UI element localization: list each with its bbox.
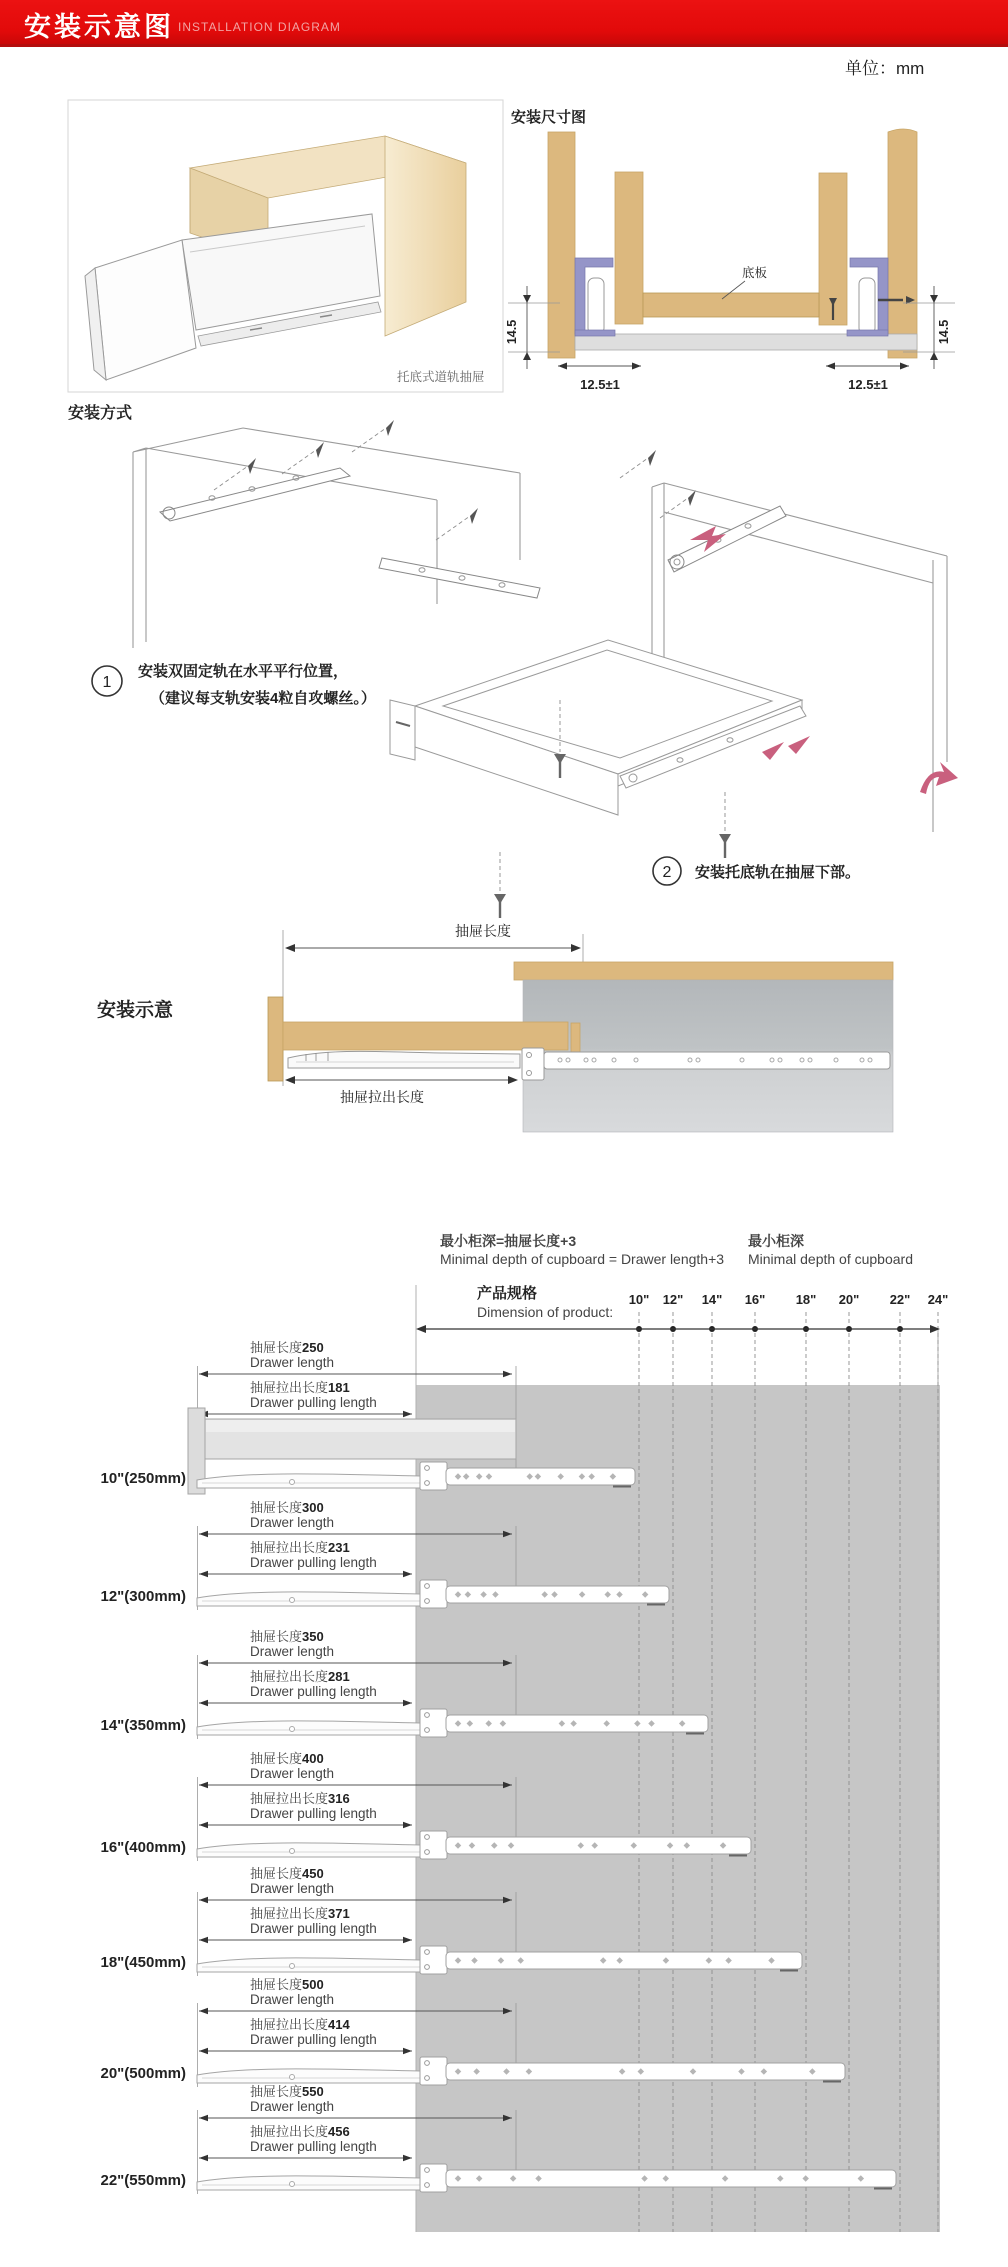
chart-formula-en: Minimal depth of cupboard = Drawer length+3	[440, 1251, 725, 1267]
drawer-length-label: 抽屉长度250	[250, 1340, 324, 1355]
pulling-length-label-en: Drawer pulling length	[250, 2032, 377, 2047]
bottom-board-label: 底板	[742, 266, 768, 280]
dimension-diagram	[505, 108, 955, 392]
tick-label: 14"	[701, 1292, 723, 1307]
page-header	[0, 0, 1008, 47]
step2-text: 安装托底轨在抽屉下部。	[695, 864, 861, 881]
row-size-label: 12"(300mm)	[100, 1588, 186, 1605]
tick-label: 20"	[838, 1292, 860, 1307]
method-title: 安装方式	[68, 405, 133, 422]
step2-illustration	[390, 483, 958, 918]
pulling-length-label-en: Drawer pulling length	[250, 1684, 377, 1699]
pulling-length-label: 抽屉拉出长度181	[250, 1380, 350, 1395]
step1	[92, 662, 376, 707]
pulling-length-label: 抽屉拉出长度414	[250, 2017, 350, 2032]
step1-text-line2: （建议每支轨安装4粒自攻螺丝。）	[150, 690, 376, 707]
step2	[653, 857, 860, 885]
drawer-length-label-en: Drawer length	[250, 1766, 335, 1781]
slide-bracket	[420, 1831, 447, 1859]
pulling-length-label: 抽屉拉出长度231	[250, 1540, 350, 1555]
drawer-length-label: 抽屉长度300	[250, 1500, 324, 1515]
drawer-length-label-en: Drawer length	[250, 1881, 335, 1896]
offset-left-value: 14.5	[505, 319, 519, 345]
drawer-length-label-en: Drawer length	[250, 1644, 335, 1659]
tick-label: 12"	[662, 1292, 684, 1307]
drawer-profile	[197, 2176, 446, 2190]
row-size-label: 22"(550mm)	[100, 2172, 186, 2189]
slide-bracket	[420, 2164, 447, 2192]
cupboard-depth-region	[416, 1385, 940, 2232]
pink-arrow-icons	[690, 526, 958, 794]
width-left-value: 12.5±1	[580, 377, 620, 392]
screw-leader-icons	[214, 420, 696, 540]
row-size-label: 14"(350mm)	[100, 1717, 186, 1734]
pulling-length-label: 抽屉拉出长度281	[250, 1669, 350, 1684]
offset-right-value: 14.5	[937, 319, 951, 345]
dimension-diagram-title: 安装尺寸图	[511, 109, 587, 126]
drawer-profile	[197, 1592, 446, 1606]
step1-text-line1: 安装双固定轨在水平平行位置，	[138, 663, 349, 680]
step2-number: 2	[662, 864, 672, 881]
chart-min-depth-zh: 最小柜深	[748, 1233, 804, 1249]
overview-caption: 托底式道轨抽屉	[397, 370, 485, 384]
drawer-profile	[197, 2069, 446, 2083]
page-title: 安装示意图	[24, 12, 174, 42]
pulling-length-label: 抽屉拉出长度316	[250, 1791, 350, 1806]
pulling-length-label-en: Drawer pulling length	[250, 2139, 377, 2154]
size-chart	[101, 1233, 949, 2232]
install-schematic	[97, 923, 893, 1132]
schematic-drawer-length-label: 抽屉长度	[455, 923, 511, 939]
tick-label: 16"	[744, 1292, 766, 1307]
slide-bracket	[420, 2057, 447, 2085]
drawer-length-label: 抽屉长度350	[250, 1629, 324, 1644]
row-size-label: 10"(250mm)	[100, 1470, 186, 1487]
drawer-profile	[197, 1958, 446, 1972]
drawer-length-label-en: Drawer length	[250, 1515, 335, 1530]
pulling-length-label-en: Drawer pulling length	[250, 1921, 377, 1936]
step1-illustration	[133, 420, 696, 648]
chart-axis-title-zh: 产品规格	[477, 1285, 538, 1302]
tick-label: 10"	[628, 1292, 650, 1307]
chart-min-depth-en: Minimal depth of cupboard	[748, 1251, 913, 1267]
row-size-label: 18"(450mm)	[100, 1954, 186, 1971]
pulling-length-label-en: Drawer pulling length	[250, 1395, 377, 1410]
slide-bracket	[420, 1946, 447, 1974]
pulling-length-label-en: Drawer pulling length	[250, 1555, 377, 1570]
slide-bracket	[420, 1462, 447, 1490]
drawer-length-label: 抽屉长度550	[250, 2084, 324, 2099]
drawer-length-label: 抽屉长度400	[250, 1751, 324, 1766]
chart-axis-title-en: Dimension of product:	[477, 1304, 614, 1320]
pulling-length-label-en: Drawer pulling length	[250, 1806, 377, 1821]
schematic-title: 安装示意	[97, 1000, 174, 1021]
row-size-label: 16"(400mm)	[100, 1839, 186, 1856]
pulling-length-label: 抽屉拉出长度371	[250, 1906, 350, 1921]
overview-illustration	[68, 100, 503, 392]
drawer-length-label-en: Drawer length	[250, 1355, 335, 1370]
tick-label: 18"	[795, 1292, 817, 1307]
unit-note: 单位：mm	[845, 59, 925, 78]
slide-rail	[446, 1715, 708, 1732]
chart-formula-zh: 最小柜深=抽屉长度+3	[440, 1233, 577, 1249]
drawer-length-label: 抽屉长度450	[250, 1866, 324, 1881]
pulling-length-label: 抽屉拉出长度456	[250, 2124, 350, 2139]
tick-label: 24"	[927, 1292, 949, 1307]
slide-bracket	[420, 1709, 447, 1737]
drawer-profile	[197, 1474, 446, 1488]
slide-bracket	[420, 1580, 447, 1608]
step1-number: 1	[102, 674, 112, 691]
width-right-value: 12.5±1	[848, 377, 888, 392]
drawer-length-label-en: Drawer length	[250, 2099, 335, 2114]
schematic-pulling-length-label: 抽屉拉出长度	[340, 1089, 424, 1105]
tick-label: 22"	[889, 1292, 911, 1307]
drawer-profile	[197, 1843, 446, 1857]
page-subtitle: INSTALLATION DIAGRAM	[178, 20, 341, 34]
row-size-label: 20"(500mm)	[100, 2065, 186, 2082]
drawer-length-label: 抽屉长度500	[250, 1977, 324, 1992]
drawer-length-label-en: Drawer length	[250, 1992, 335, 2007]
drawer-profile	[197, 1721, 446, 1735]
